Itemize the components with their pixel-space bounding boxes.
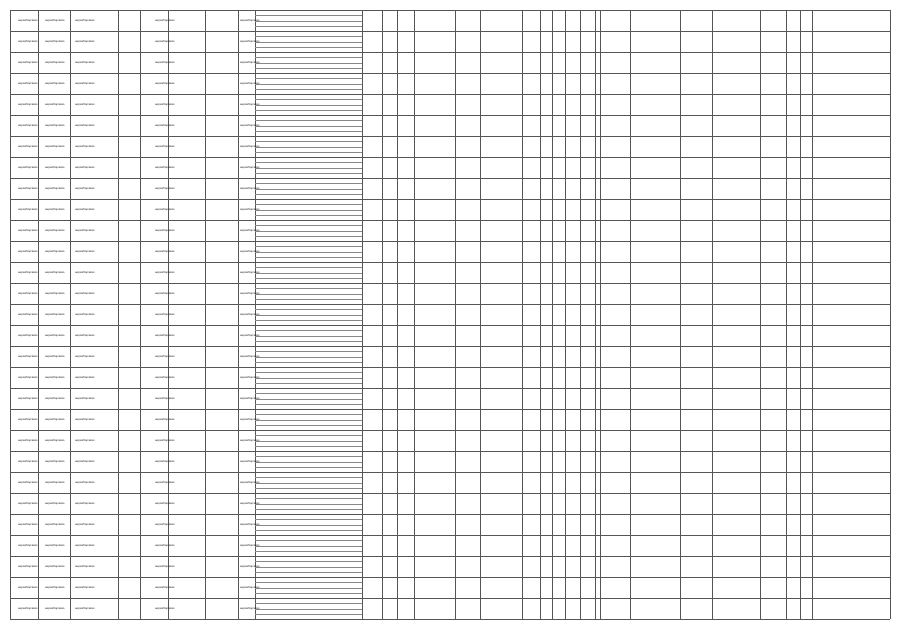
table-cell: неразборчиво: [45, 458, 65, 463]
table-cell: неразборчиво: [240, 374, 260, 379]
table-cell: неразборчиво: [18, 500, 38, 505]
table-cell: неразборчиво: [18, 542, 38, 547]
table-column-rule: [600, 10, 601, 619]
table-row-rule: [10, 199, 890, 200]
table-subrow-rule: [255, 425, 362, 426]
table-column-rule: [38, 10, 39, 619]
table-column-rule: [140, 10, 141, 619]
table-cell: неразборчиво: [18, 311, 38, 316]
table-cell: неразборчиво: [18, 59, 38, 64]
table-subrow-rule: [255, 194, 362, 195]
table-column-rule: [812, 10, 813, 619]
table-cell: неразборчиво: [75, 374, 95, 379]
table-row-rule: [10, 73, 890, 74]
table-subrow-rule: [255, 341, 362, 342]
table-subrow-rule: [255, 105, 362, 106]
table-cell: неразборчиво: [45, 290, 65, 295]
table-cell: неразборчиво: [155, 17, 175, 22]
table-column-rule: [540, 10, 541, 619]
table-cell: неразборчиво: [75, 17, 95, 22]
table-cell: неразборчиво: [155, 332, 175, 337]
table-cell: неразборчиво: [155, 206, 175, 211]
table-cell: неразборчиво: [240, 122, 260, 127]
table-column-rule: [890, 10, 891, 619]
table-cell: неразборчиво: [18, 38, 38, 43]
table-cell: неразборчиво: [155, 500, 175, 505]
table-cell: неразборчиво: [45, 395, 65, 400]
table-cell: неразборчиво: [75, 605, 95, 610]
table-subrow-rule: [255, 593, 362, 594]
table-cell: неразборчиво: [45, 479, 65, 484]
table-cell: неразборчиво: [240, 38, 260, 43]
table-subrow-rule: [255, 273, 362, 274]
table-cell: неразборчиво: [45, 332, 65, 337]
table-cell: неразборчиво: [45, 353, 65, 358]
table-cell: неразборчиво: [75, 185, 95, 190]
table-cell: неразборчиво: [18, 185, 38, 190]
table-subrow-rule: [255, 315, 362, 316]
table-cell: неразборчиво: [75, 206, 95, 211]
table-cell: неразборчиво: [240, 269, 260, 274]
table-cell: неразборчиво: [75, 80, 95, 85]
table-subrow-rule: [255, 603, 362, 604]
table-cell: неразборчиво: [45, 122, 65, 127]
table-subrow-rule: [255, 540, 362, 541]
table-cell: неразборчиво: [240, 395, 260, 400]
table-subrow-rule: [255, 26, 362, 27]
table-column-rule: [480, 10, 481, 619]
table-cell: неразборчиво: [155, 416, 175, 421]
table-cell: неразборчиво: [155, 605, 175, 610]
table-row-rule: [10, 619, 890, 620]
table-cell: неразборчиво: [45, 80, 65, 85]
table-subrow-rule: [255, 278, 362, 279]
table-subrow-rule: [255, 63, 362, 64]
table-column-rule: [238, 10, 239, 619]
table-subrow-rule: [255, 246, 362, 247]
table-cell: неразборчиво: [75, 395, 95, 400]
table-cell: неразборчиво: [45, 59, 65, 64]
table-subrow-rule: [255, 294, 362, 295]
table-cell: неразборчиво: [240, 500, 260, 505]
table-row-rule: [10, 115, 890, 116]
table-cell: неразборчиво: [18, 395, 38, 400]
table-subrow-rule: [255, 488, 362, 489]
table-cell: неразборчиво: [18, 521, 38, 526]
table-subrow-rule: [255, 299, 362, 300]
table-cell: неразборчиво: [45, 584, 65, 589]
table-column-rule: [630, 10, 631, 619]
table-cell: неразборчиво: [75, 38, 95, 43]
table-cell: неразборчиво: [45, 374, 65, 379]
table-cell: неразборчиво: [155, 479, 175, 484]
table-cell: неразборчиво: [75, 416, 95, 421]
table-cell: неразборчиво: [18, 227, 38, 232]
table-cell: неразборчиво: [45, 248, 65, 253]
table-cell: неразборчиво: [18, 479, 38, 484]
table-subrow-rule: [255, 357, 362, 358]
table-cell: неразборчиво: [45, 416, 65, 421]
table-subrow-rule: [255, 504, 362, 505]
table-cell: неразборчиво: [45, 164, 65, 169]
table-subrow-rule: [255, 68, 362, 69]
table-cell: неразборчиво: [45, 311, 65, 316]
table-subrow-rule: [255, 126, 362, 127]
table-cell: неразборчиво: [240, 584, 260, 589]
table-cell: неразборчиво: [155, 437, 175, 442]
table-row-rule: [10, 493, 890, 494]
table-column-rule: [552, 10, 553, 619]
table-cell: неразборчиво: [45, 563, 65, 568]
table-subrow-rule: [255, 168, 362, 169]
table-cell: неразборчиво: [240, 563, 260, 568]
table-cell: неразборчиво: [75, 479, 95, 484]
table-cell: неразборчиво: [155, 290, 175, 295]
table-subrow-rule: [255, 57, 362, 58]
table-row-rule: [10, 262, 890, 263]
table-row-rule: [10, 451, 890, 452]
table-subrow-rule: [255, 252, 362, 253]
table-cell: неразборчиво: [75, 332, 95, 337]
table-column-rule: [712, 10, 713, 619]
table-cell: неразборчиво: [240, 185, 260, 190]
table-cell: неразборчиво: [45, 185, 65, 190]
table-subrow-rule: [255, 498, 362, 499]
table-cell: неразборчиво: [75, 122, 95, 127]
table-subrow-rule: [255, 204, 362, 205]
table-subrow-rule: [255, 162, 362, 163]
table-cell: неразборчиво: [18, 605, 38, 610]
table-row-rule: [10, 283, 890, 284]
table-cell: неразборчиво: [155, 458, 175, 463]
table-row-rule: [10, 409, 890, 410]
table-cell: неразборчиво: [240, 101, 260, 106]
table-subrow-rule: [255, 467, 362, 468]
table-cell: неразборчиво: [240, 227, 260, 232]
table-cell: неразборчиво: [75, 227, 95, 232]
table-row-rule: [10, 367, 890, 368]
table-subrow-rule: [255, 257, 362, 258]
table-cell: неразборчиво: [155, 542, 175, 547]
table-cell: неразборчиво: [240, 521, 260, 526]
table-cell: неразборчиво: [240, 206, 260, 211]
table-subrow-rule: [255, 519, 362, 520]
table-row-rule: [10, 10, 890, 11]
table-row-rule: [10, 94, 890, 95]
table-subrow-rule: [255, 420, 362, 421]
table-cell: неразборчиво: [75, 521, 95, 526]
table-subrow-rule: [255, 131, 362, 132]
table-cell: неразборчиво: [18, 143, 38, 148]
table-column-rule: [800, 10, 801, 619]
table-cell: неразборчиво: [155, 269, 175, 274]
table-subrow-rule: [255, 89, 362, 90]
table-subrow-rule: [255, 147, 362, 148]
table-subrow-rule: [255, 336, 362, 337]
table-cell: неразборчиво: [18, 416, 38, 421]
table-cell: неразборчиво: [240, 290, 260, 295]
table-cell: неразборчиво: [18, 584, 38, 589]
table-subrow-rule: [255, 84, 362, 85]
table-cell: неразборчиво: [45, 143, 65, 148]
table-cell: неразборчиво: [75, 101, 95, 106]
table-column-rule: [522, 10, 523, 619]
table-cell: неразборчиво: [155, 59, 175, 64]
table-row-rule: [10, 241, 890, 242]
table-subrow-rule: [255, 446, 362, 447]
table-subrow-rule: [255, 551, 362, 552]
table-cell: неразборчиво: [155, 164, 175, 169]
table-row-rule: [10, 514, 890, 515]
table-subrow-rule: [255, 614, 362, 615]
table-row-rule: [10, 598, 890, 599]
table-column-rule: [205, 10, 206, 619]
table-subrow-rule: [255, 231, 362, 232]
table-cell: неразборчиво: [155, 563, 175, 568]
table-subrow-rule: [255, 372, 362, 373]
table-column-rule: [580, 10, 581, 619]
table-subrow-rule: [255, 546, 362, 547]
table-cell: неразборчиво: [45, 227, 65, 232]
table-subrow-rule: [255, 561, 362, 562]
table-cell: неразборчиво: [155, 248, 175, 253]
table-cell: неразборчиво: [75, 458, 95, 463]
table-subrow-rule: [255, 530, 362, 531]
table-cell: неразборчиво: [155, 311, 175, 316]
table-cell: неразборчиво: [18, 563, 38, 568]
table-cell: неразборчиво: [240, 332, 260, 337]
table-cell: неразборчиво: [155, 38, 175, 43]
table-subrow-rule: [255, 582, 362, 583]
table-cell: неразборчиво: [155, 521, 175, 526]
table-cell: неразборчиво: [155, 101, 175, 106]
table-cell: неразборчиво: [18, 122, 38, 127]
table-cell: неразборчиво: [155, 374, 175, 379]
table-subrow-rule: [255, 609, 362, 610]
table-subrow-rule: [255, 99, 362, 100]
table-subrow-rule: [255, 477, 362, 478]
table-subrow-rule: [255, 572, 362, 573]
table-cell: неразборчиво: [18, 248, 38, 253]
table-cell: неразборчиво: [45, 17, 65, 22]
table-subrow-rule: [255, 215, 362, 216]
table-column-rule: [397, 10, 398, 619]
table-cell: неразборчиво: [75, 542, 95, 547]
table-subrow-rule: [255, 21, 362, 22]
table-cell: неразборчиво: [75, 269, 95, 274]
table-subrow-rule: [255, 567, 362, 568]
table-row-rule: [10, 220, 890, 221]
table-subrow-rule: [255, 78, 362, 79]
table-row-rule: [10, 136, 890, 137]
table-row-rule: [10, 535, 890, 536]
table-row-rule: [10, 346, 890, 347]
table-cell: неразборчиво: [75, 59, 95, 64]
table-column-rule: [382, 10, 383, 619]
table-column-rule: [10, 10, 11, 619]
table-cell: неразборчиво: [75, 584, 95, 589]
table-cell: неразборчиво: [240, 416, 260, 421]
table-cell: неразборчиво: [240, 311, 260, 316]
table-subrow-rule: [255, 393, 362, 394]
table-column-rule: [565, 10, 566, 619]
table-cell: неразборчиво: [155, 185, 175, 190]
table-subrow-rule: [255, 435, 362, 436]
table-subrow-rule: [255, 378, 362, 379]
table-subrow-rule: [255, 362, 362, 363]
table-cell: неразборчиво: [155, 227, 175, 232]
table-subrow-rule: [255, 320, 362, 321]
table-subrow-rule: [255, 330, 362, 331]
table-cell: неразборчиво: [155, 353, 175, 358]
table-subrow-rule: [255, 309, 362, 310]
table-subrow-rule: [255, 383, 362, 384]
table-subrow-rule: [255, 236, 362, 237]
table-column-rule: [118, 10, 119, 619]
table-subrow-rule: [255, 456, 362, 457]
table-row-rule: [10, 325, 890, 326]
table-cell: неразборчиво: [45, 521, 65, 526]
table-row-rule: [10, 430, 890, 431]
table-row-rule: [10, 304, 890, 305]
table-subrow-rule: [255, 588, 362, 589]
table-cell: неразборчиво: [240, 143, 260, 148]
table-column-rule: [595, 10, 596, 619]
table-row-rule: [10, 388, 890, 389]
table-cell: неразборчиво: [18, 206, 38, 211]
table-cell: неразборчиво: [155, 143, 175, 148]
table-subrow-rule: [255, 483, 362, 484]
table-cell: неразборчиво: [75, 290, 95, 295]
table-subrow-rule: [255, 267, 362, 268]
table-cell: неразборчиво: [75, 311, 95, 316]
table-subrow-rule: [255, 399, 362, 400]
table-subrow-rule: [255, 173, 362, 174]
table-subrow-rule: [255, 110, 362, 111]
table-cell: неразборчиво: [18, 437, 38, 442]
table-subrow-rule: [255, 288, 362, 289]
table-column-rule: [70, 10, 71, 619]
table-cell: неразборчиво: [45, 101, 65, 106]
table-cell: неразборчиво: [18, 269, 38, 274]
table-subrow-rule: [255, 351, 362, 352]
table-subrow-rule: [255, 462, 362, 463]
table-cell: неразборчиво: [45, 500, 65, 505]
table-cell: неразборчиво: [45, 206, 65, 211]
table-cell: неразборчиво: [240, 17, 260, 22]
table-subrow-rule: [255, 120, 362, 121]
table-cell: неразборчиво: [240, 437, 260, 442]
table-cell: неразборчиво: [240, 353, 260, 358]
table-cell: неразборчиво: [18, 290, 38, 295]
table-subrow-rule: [255, 525, 362, 526]
table-cell: неразборчиво: [45, 542, 65, 547]
table-cell: неразборчиво: [45, 269, 65, 274]
table-cell: неразборчиво: [240, 80, 260, 85]
table-row-rule: [10, 472, 890, 473]
table-column-rule: [680, 10, 681, 619]
table-cell: неразборчиво: [75, 500, 95, 505]
table-column-rule: [362, 10, 363, 619]
table-subrow-rule: [255, 36, 362, 37]
table-cell: неразборчиво: [75, 353, 95, 358]
table-cell: неразборчиво: [155, 395, 175, 400]
table-cell: неразборчиво: [240, 605, 260, 610]
table-column-rule: [760, 10, 761, 619]
table-subrow-rule: [255, 225, 362, 226]
table-cell: неразборчиво: [45, 437, 65, 442]
table-cell: неразборчиво: [240, 542, 260, 547]
table-cell: неразборчиво: [75, 563, 95, 568]
table-cell: неразборчиво: [75, 164, 95, 169]
table-cell: неразборчиво: [18, 374, 38, 379]
table-subrow-rule: [255, 189, 362, 190]
table-subrow-rule: [255, 183, 362, 184]
table-cell: неразборчиво: [75, 143, 95, 148]
table-cell: неразборчиво: [45, 38, 65, 43]
table-subrow-rule: [255, 15, 362, 16]
table-row-rule: [10, 178, 890, 179]
table-subrow-rule: [255, 47, 362, 48]
table-row-rule: [10, 577, 890, 578]
table-cell: неразборчиво: [18, 80, 38, 85]
table-cell: неразборчиво: [240, 164, 260, 169]
table-cell: неразборчиво: [75, 248, 95, 253]
table-subrow-rule: [255, 414, 362, 415]
table-cell: неразборчиво: [155, 80, 175, 85]
table-row-rule: [10, 52, 890, 53]
table-cell: неразборчиво: [18, 17, 38, 22]
table-subrow-rule: [255, 152, 362, 153]
table-cell: неразборчиво: [18, 164, 38, 169]
table-row-rule: [10, 31, 890, 32]
table-subrow-rule: [255, 42, 362, 43]
table-subrow-rule: [255, 404, 362, 405]
table-cell: неразборчиво: [75, 437, 95, 442]
table-cell: неразборчиво: [18, 332, 38, 337]
table-cell: неразборчиво: [240, 248, 260, 253]
table-column-rule: [414, 10, 415, 619]
table-cell: неразборчиво: [240, 59, 260, 64]
table-subrow-rule: [255, 441, 362, 442]
table-cell: неразборчиво: [155, 122, 175, 127]
table-cell: неразборчиво: [240, 458, 260, 463]
table-subrow-rule: [255, 141, 362, 142]
table-cell: неразборчиво: [155, 584, 175, 589]
table-column-rule: [786, 10, 787, 619]
table-row-rule: [10, 157, 890, 158]
table-cell: неразборчиво: [240, 479, 260, 484]
table-column-rule: [455, 10, 456, 619]
table-row-rule: [10, 556, 890, 557]
table-cell: неразборчиво: [18, 353, 38, 358]
table-cell: неразборчиво: [18, 458, 38, 463]
table-subrow-rule: [255, 210, 362, 211]
table-cell: неразборчиво: [18, 101, 38, 106]
table-cell: неразборчиво: [45, 605, 65, 610]
table-subrow-rule: [255, 509, 362, 510]
